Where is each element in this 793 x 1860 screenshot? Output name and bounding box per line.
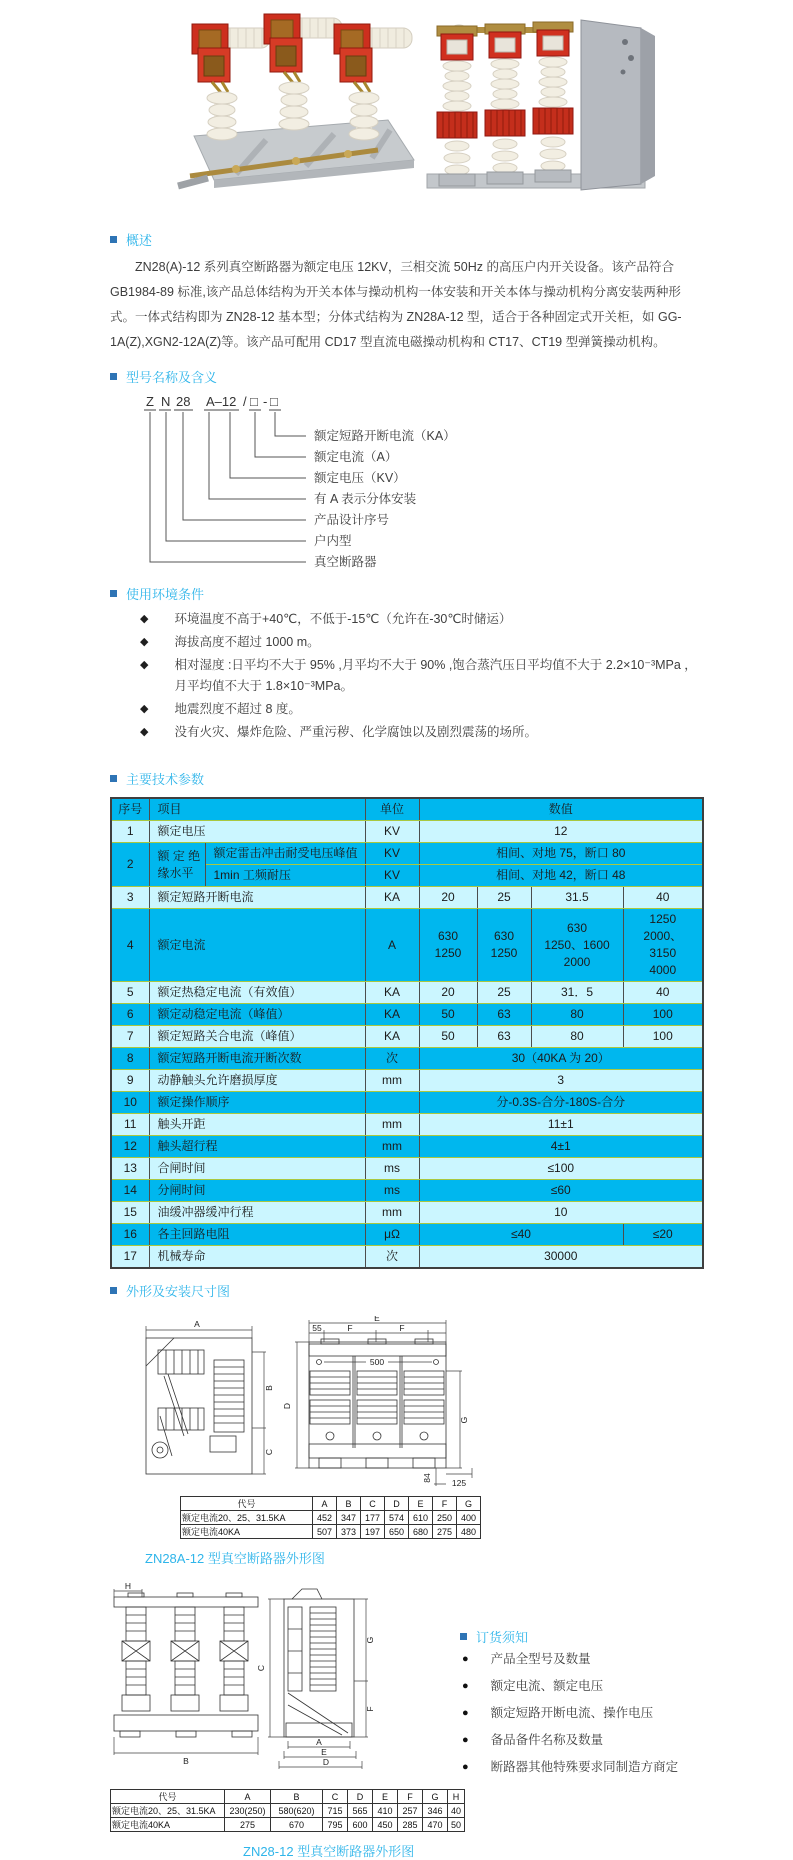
param-cell: 合闸时间 [149, 1158, 365, 1180]
product-photos [0, 0, 793, 200]
section-title: 概述 [126, 233, 153, 248]
param-row [111, 887, 703, 909]
param-cell: 100 [623, 1004, 703, 1026]
param-cell: 80 [531, 1004, 623, 1026]
param-cell: 63 [477, 1026, 531, 1048]
section-title: 主要技术参数 [126, 772, 205, 787]
param-cell: 31．5 [531, 982, 623, 1004]
param-row [111, 982, 703, 1004]
param-row [111, 1026, 703, 1048]
drawing2-row [112, 1583, 793, 1783]
dim-cell: 670 [271, 1818, 323, 1832]
dim-header-cell: 代号 [111, 1790, 225, 1804]
model-code-part: A–12 [206, 394, 237, 409]
param-row [111, 1180, 703, 1202]
model-code-part: - [263, 394, 268, 409]
dim-label-F: F [347, 1323, 353, 1333]
dim-row [111, 1804, 465, 1818]
param-cell: 50 [419, 1004, 477, 1026]
section-header-environment [110, 584, 793, 603]
env-item-text: 相对湿度 :日平均不大于 95% ,月平均不大于 90% ,饱合蒸汽压日平均值不大于 2.2×10⁻³MPa ，月平均值不大于 1.8×10⁻³MPa。 [174, 658, 697, 693]
model-code-part: / [243, 394, 247, 409]
drawing2-caption: ZN28-12 型真空断路器外形图 [243, 1844, 415, 1859]
dim-cell: 452 [313, 1511, 337, 1525]
dim-cell: 574 [385, 1511, 409, 1525]
param-cell: 额定电压 [149, 821, 365, 843]
param-cell: 30000 [419, 1246, 703, 1269]
env-item-text: 海拔高度不超过 1000 m。 [174, 635, 320, 649]
circle-bullet-icon: ● [462, 1707, 469, 1719]
param-cell: 次 [365, 1246, 419, 1269]
param-cell: μΩ [365, 1224, 419, 1246]
model-label: 产品设计序号 [314, 513, 390, 527]
param-cell: 1250 2000、 3150 4000 [623, 909, 703, 982]
param-cell: mm [365, 1070, 419, 1092]
dim-header-cell: E [373, 1790, 398, 1804]
param-cell: 10 [111, 1092, 149, 1114]
param-header-cell: 项目 [149, 798, 365, 821]
section-bullet-icon [110, 373, 117, 380]
dim-label-A: A [316, 1737, 322, 1747]
param-row [111, 1224, 703, 1246]
dim-header-cell: 代号 [181, 1497, 313, 1511]
param-cell: 1 [111, 821, 149, 843]
dim-header-cell: A [313, 1497, 337, 1511]
param-cell: mm [365, 1202, 419, 1224]
breaker-photo-frame-view [176, 8, 421, 200]
env-item-text: 环境温度不高于+40℃，不低于-15℃（允许在-30℃时储运） [174, 612, 512, 626]
param-cell [365, 1092, 419, 1114]
dim-header-cell: A [225, 1790, 271, 1804]
dim-cell: 480 [457, 1525, 481, 1539]
dim-cell: 177 [361, 1511, 385, 1525]
dim-label-125: 125 [451, 1478, 467, 1488]
dim-label-B: B [183, 1756, 189, 1766]
param-cell: 各主回路电阻 [149, 1224, 365, 1246]
section-title: 外形及安装尺寸图 [126, 1284, 231, 1299]
model-code-part: □ [270, 394, 278, 409]
dim-label-H: H [124, 1583, 132, 1591]
param-cell: 50 [419, 1026, 477, 1048]
dim-cell: 600 [348, 1818, 373, 1832]
dim-row [111, 1818, 465, 1832]
param-cell: 7 [111, 1026, 149, 1048]
env-item [140, 632, 700, 653]
env-item [140, 699, 700, 720]
param-cell: 16 [111, 1224, 149, 1246]
dim-cell: 285 [398, 1818, 423, 1832]
ordering-list [460, 1646, 740, 1781]
section-title: 使用环境条件 [126, 587, 205, 602]
environment-list [140, 609, 700, 743]
dim-header-cell: H [448, 1790, 465, 1804]
dim-label-E: E [374, 1316, 380, 1323]
dim-cell: 470 [423, 1818, 448, 1832]
param-row [111, 1092, 703, 1114]
dim-cell: 230(250) [225, 1804, 271, 1818]
param-cell: 4 [111, 909, 149, 982]
section-bullet-icon [110, 236, 117, 243]
model-label: 额定短路开断电流（KA） [314, 429, 456, 443]
section-header-overview [110, 230, 793, 249]
param-cell: ≤100 [419, 1158, 703, 1180]
section-header-model [110, 367, 793, 386]
param-cell: KA [365, 887, 419, 909]
dim-cell: 250 [433, 1511, 457, 1525]
outline-drawing-zn28a [114, 1316, 674, 1492]
model-label: 有 A 表示分体安装 [314, 492, 417, 506]
param-cell: 12 [419, 821, 703, 843]
dim-cell: 507 [313, 1525, 337, 1539]
param-cell: KV [365, 865, 419, 887]
param-cell: mm [365, 1114, 419, 1136]
section-title: 型号名称及含义 [126, 370, 218, 385]
env-item [140, 722, 700, 743]
ordering-item [460, 1727, 740, 1754]
dim-label-C: C [264, 1448, 274, 1456]
section-bullet-icon [110, 775, 117, 782]
param-cell: 63 [477, 1004, 531, 1026]
circle-bullet-icon: ● [462, 1761, 469, 1773]
param-cell: 额定短路关合电流（峰值） [149, 1026, 365, 1048]
dim-cell: 257 [398, 1804, 423, 1818]
param-cell: 25 [477, 982, 531, 1004]
dim-label-B: B [264, 1385, 274, 1391]
dim-header-cell: D [348, 1790, 373, 1804]
param-cell: 6 [111, 1004, 149, 1026]
param-cell: ms [365, 1158, 419, 1180]
env-item-text: 地震烈度不超过 8 度。 [174, 702, 301, 716]
param-cell: 30（40KA 为 20） [419, 1048, 703, 1070]
section-header-outline [110, 1281, 793, 1300]
breaker-photo-cabinet-view [419, 14, 669, 198]
dim-row [181, 1511, 481, 1525]
dim-header-cell: F [398, 1790, 423, 1804]
param-cell: KA [365, 1026, 419, 1048]
param-cell: 动静触头允许磨损厚度 [149, 1070, 365, 1092]
param-row [111, 1246, 703, 1269]
drawing1-caption: ZN28A-12 型真空断路器外形图 [145, 1551, 325, 1566]
param-header-row [111, 798, 703, 821]
dim-label-F: F [365, 1706, 375, 1712]
param-cell: 分闸时间 [149, 1180, 365, 1202]
param-cell: 14 [111, 1180, 149, 1202]
param-row [111, 1070, 703, 1092]
model-code-diagram [110, 390, 730, 576]
dim-header-row [181, 1497, 481, 1511]
model-code-part: 28 [176, 394, 191, 409]
model-label: 真空断路器 [314, 555, 377, 569]
env-item [140, 609, 700, 630]
param-cell: ≤20 [623, 1224, 703, 1246]
param-cell: 额定热稳定电流（有效值） [149, 982, 365, 1004]
param-cell: 额定短路开断电流开断次数 [149, 1048, 365, 1070]
dim-header-cell: B [337, 1497, 361, 1511]
dim-cell: 额定电流20、25、31.5KA [111, 1804, 225, 1818]
param-cell: 1min 工频耐压 [205, 865, 365, 887]
param-cell: 10 [419, 1202, 703, 1224]
dim-cell: 50 [448, 1818, 465, 1832]
param-cell: 8 [111, 1048, 149, 1070]
param-cell: 4±1 [419, 1136, 703, 1158]
param-cell: KV [365, 843, 419, 865]
param-row [111, 1202, 703, 1224]
ordering-item-text: 产品全型号及数量 [490, 1652, 591, 1666]
diamond-bullet-icon: ◆ [140, 726, 149, 738]
circle-bullet-icon: ● [462, 1680, 469, 1692]
env-item [140, 655, 700, 697]
param-cell: KA [365, 982, 419, 1004]
param-cell: 额 定 绝 缘水平 [149, 843, 205, 887]
ordering-item [460, 1646, 740, 1673]
dim-header-cell: B [271, 1790, 323, 1804]
dim-cell: 450 [373, 1818, 398, 1832]
dim-header-cell: C [323, 1790, 348, 1804]
param-cell: A [365, 909, 419, 982]
param-cell: 额定电流 [149, 909, 365, 982]
ordering-item [460, 1754, 740, 1781]
dim-label-D: D [322, 1757, 330, 1767]
dim-label-C: C [256, 1664, 266, 1672]
dim-cell: 额定电流40KA [181, 1525, 313, 1539]
section-bullet-icon [110, 590, 117, 597]
dim-header-row [111, 1790, 465, 1804]
dim-cell: 610 [409, 1511, 433, 1525]
param-cell: 17 [111, 1246, 149, 1269]
dim-header-cell: G [423, 1790, 448, 1804]
dim-cell: 额定电流20、25、31.5KA [181, 1511, 313, 1525]
param-table-body [111, 821, 703, 1269]
param-cell: 5 [111, 982, 149, 1004]
param-cell: ms [365, 1180, 419, 1202]
parameters-table [110, 797, 704, 1269]
ordering-item-text: 额定电流、额定电压 [490, 1679, 604, 1693]
param-row [111, 1158, 703, 1180]
outline-drawing-zn28 [112, 1583, 442, 1783]
dim-label-84: 84 [422, 1473, 432, 1483]
param-cell: 3 [111, 887, 149, 909]
ordering-item [460, 1673, 740, 1700]
dim-cell: 347 [337, 1511, 361, 1525]
section-bullet-icon [110, 1287, 117, 1294]
section-header-ordering [460, 1627, 740, 1646]
param-cell: KV [365, 821, 419, 843]
env-item-text: 没有火灾、爆炸危险、严重污秽、化学腐蚀以及剧烈震荡的场所。 [174, 725, 537, 739]
param-cell: 9 [111, 1070, 149, 1092]
dim-table-2 [110, 1789, 465, 1832]
param-cell: 100 [623, 1026, 703, 1048]
diamond-bullet-icon: ◆ [140, 613, 149, 625]
model-code-part: Z [146, 394, 154, 409]
param-header-cell: 单位 [365, 798, 419, 821]
param-row [111, 1004, 703, 1026]
dim-cell: 795 [323, 1818, 348, 1832]
dim-label-F: F [399, 1323, 405, 1333]
param-cell: 2 [111, 843, 149, 887]
section-title: 订货须知 [476, 1630, 529, 1645]
dim-cell: 565 [348, 1804, 373, 1818]
param-cell: 25 [477, 887, 531, 909]
dim-label-G: G [459, 1416, 469, 1424]
param-cell: 额定短路开断电流 [149, 887, 365, 909]
param-cell: mm [365, 1136, 419, 1158]
param-row [111, 1136, 703, 1158]
circle-bullet-icon: ● [462, 1653, 469, 1665]
dim-label-E: E [321, 1747, 327, 1757]
overview-paragraph: ZN28(A)-12 系列真空断路器为额定电压 12KV，三相交流 50Hz 的高压户内开关设备。该产品符合 GB1984-89 标准,该产品总体结构为开关本体与操动机构一体安装和开关本体与操动机构分离安装两种形式。一体式结构即为 ZN28-12 基本型；分体式结构为 ZN28A-12 型，适合于各种固定式开关柜，如 GG-1A(Z),XGN2-12A(Z)等。该产品可配用 CD17 型直流电磁操动机构和 CT17、CT19 型弹簧操动机构。 [110, 260, 682, 349]
param-cell: 630 1250 [477, 909, 531, 982]
dim-label-G: G [365, 1636, 375, 1644]
ordering-item [460, 1700, 740, 1727]
model-code-part: □ [250, 394, 258, 409]
dim-label-A: A [194, 1319, 200, 1329]
param-row [111, 821, 703, 843]
model-code-part: N [161, 394, 171, 409]
param-cell: 油缓冲器缓冲行程 [149, 1202, 365, 1224]
section-bullet-icon [460, 1633, 467, 1640]
dim-cell: 410 [373, 1804, 398, 1818]
param-cell: 80 [531, 1026, 623, 1048]
param-cell: 15 [111, 1202, 149, 1224]
param-cell: 40 [623, 887, 703, 909]
dim-header-cell: C [361, 1497, 385, 1511]
param-cell: 12 [111, 1136, 149, 1158]
param-cell: 40 [623, 982, 703, 1004]
dim-header-cell: E [409, 1497, 433, 1511]
model-label: 额定电流（A） [314, 450, 398, 464]
dim-cell: 715 [323, 1804, 348, 1818]
dim-header-cell: G [457, 1497, 481, 1511]
param-row [111, 1114, 703, 1136]
param-cell: 11±1 [419, 1114, 703, 1136]
param-row [111, 843, 703, 865]
model-label: 户内型 [314, 534, 352, 548]
param-cell: 630 1250 [419, 909, 477, 982]
param-cell: 次 [365, 1048, 419, 1070]
circle-bullet-icon: ● [462, 1734, 469, 1746]
param-cell: 触头超行程 [149, 1136, 365, 1158]
dim-header-cell: D [385, 1497, 409, 1511]
param-cell: 3 [419, 1070, 703, 1092]
param-cell: ≤40 [419, 1224, 623, 1246]
dim-cell: 197 [361, 1525, 385, 1539]
dim-label-55: 55 [312, 1323, 322, 1333]
ordering-item-text: 额定短路开断电流、操作电压 [490, 1706, 654, 1720]
section-header-parameters [110, 769, 793, 788]
param-cell: 20 [419, 887, 477, 909]
param-cell: 额定雷击冲击耐受电压峰值 [205, 843, 365, 865]
param-cell: 触头开距 [149, 1114, 365, 1136]
diamond-bullet-icon: ◆ [140, 659, 149, 671]
param-cell: 630 1250、1600 2000 [531, 909, 623, 982]
dim-cell: 346 [423, 1804, 448, 1818]
param-header-cell: 数值 [419, 798, 703, 821]
param-cell: KA [365, 1004, 419, 1026]
param-cell: 分-0.3S-合分-180S-合分 [419, 1092, 703, 1114]
param-row [111, 909, 703, 982]
diamond-bullet-icon: ◆ [140, 636, 149, 648]
dim-row [181, 1525, 481, 1539]
dim-label-D: D [282, 1402, 292, 1410]
dim-cell: 275 [225, 1818, 271, 1832]
dim-cell: 680 [409, 1525, 433, 1539]
param-cell: ≤60 [419, 1180, 703, 1202]
diamond-bullet-icon: ◆ [140, 703, 149, 715]
ordering-item-text: 断路器其他特殊要求同制造方商定 [490, 1760, 679, 1774]
param-cell: 20 [419, 982, 477, 1004]
dim-table-1 [180, 1496, 481, 1539]
param-cell: 相间、对地 75，断口 80 [419, 843, 703, 865]
dim-header-cell: F [433, 1497, 457, 1511]
dim-cell: 额定电流40KA [111, 1818, 225, 1832]
param-cell: 31.5 [531, 887, 623, 909]
dim-label-500: 500 [369, 1357, 385, 1367]
param-cell: 额定动稳定电流（峰值） [149, 1004, 365, 1026]
ordering-item-text: 备品备件名称及数量 [490, 1733, 604, 1747]
dim-cell: 650 [385, 1525, 409, 1539]
param-cell: 额定操作顺序 [149, 1092, 365, 1114]
param-cell: 机械寿命 [149, 1246, 365, 1269]
ordering-block [460, 1627, 740, 1781]
dim-cell: 580(620) [271, 1804, 323, 1818]
dim-cell: 40 [448, 1804, 465, 1818]
dim-cell: 275 [433, 1525, 457, 1539]
param-cell: 11 [111, 1114, 149, 1136]
dim-cell: 400 [457, 1511, 481, 1525]
dim-cell: 373 [337, 1525, 361, 1539]
param-cell: 相间、对地 42，断口 48 [419, 865, 703, 887]
param-cell: 13 [111, 1158, 149, 1180]
param-header-cell: 序号 [111, 798, 149, 821]
param-row [111, 1048, 703, 1070]
model-label: 额定电压（KV） [314, 471, 406, 485]
